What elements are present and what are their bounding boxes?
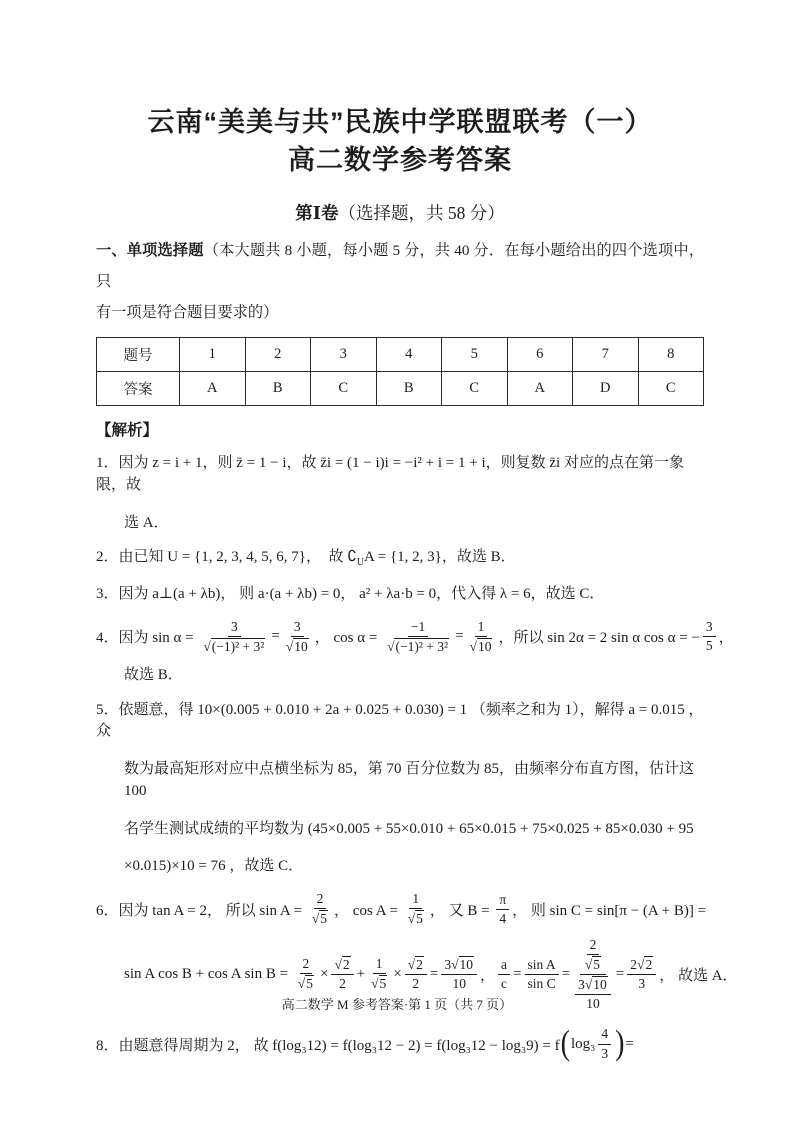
solution-text: ， xyxy=(718,630,734,647)
fraction: 3 √ 10 xyxy=(285,618,308,654)
solution-text: ， 则 sin C = sin[π − (A + B)] = xyxy=(512,902,707,919)
solution-line xyxy=(96,700,704,744)
equals-sign: = xyxy=(625,1035,634,1052)
fraction: 2 √ 5 xyxy=(584,936,601,972)
solution-line: 数为最高矩形对应中点横坐标为 85，第 70 百分位数为 85，由频率分布直方图，估计这 100 xyxy=(124,761,698,799)
fraction: 2 √ 5 xyxy=(297,956,313,992)
solution-text: 依题意，得 10×(0.005 + 0.010 + 2a + 0.025 + 0.030) = 1 （频率之和为 1），解得 a = 0.015 ，众 xyxy=(96,701,704,740)
radical-sign: √ xyxy=(203,638,211,654)
table-header-answer: 答案 xyxy=(97,372,180,406)
table-cell: 6 xyxy=(507,338,573,372)
solution-text: ，所以 sin 2α = 2 sin α cos α = − xyxy=(498,630,700,647)
page-subtitle: 高二数学参考答案 xyxy=(288,144,512,175)
fraction: 3 √ 10 10 xyxy=(575,976,611,1012)
table-cell: 8 xyxy=(638,338,704,372)
item-number: 6． xyxy=(96,902,119,919)
radical-sign: √ xyxy=(387,638,395,654)
fraction: −1 √ (−1)² + 3² xyxy=(387,618,449,654)
equals-sign: = xyxy=(561,965,571,982)
equals-sign: = xyxy=(513,965,522,982)
solution-text: 因为 a⊥(a + λb)， 则 a·(a + λb) = 0， a² + λa·b = 0，代入得 λ = 6，故选 C． xyxy=(118,585,605,602)
solution-line xyxy=(96,547,704,571)
fraction: $\frac{3}{5}$ xyxy=(703,619,716,654)
radical-sign: √ xyxy=(407,957,416,973)
radical-sign: √ xyxy=(469,638,477,654)
table-cell: D xyxy=(573,372,639,406)
radical-sign: √ xyxy=(451,957,459,973)
radical-sign: √ xyxy=(334,957,342,973)
section-heading-volume: 第Ⅰ卷 xyxy=(295,202,339,223)
item-number: 5． xyxy=(96,701,119,718)
table-cell: C xyxy=(442,372,508,406)
analysis-label: 【解析】 xyxy=(96,422,159,440)
solution-text: 由题意得周期为 2， 故 f(log₃12) = f(log₃12 − 2) = f(log₃12 − log₃9) = f xyxy=(118,1037,560,1054)
radical-sign: √ xyxy=(584,976,593,992)
solution-formula-line xyxy=(96,618,734,655)
times-sign: × xyxy=(393,965,402,982)
item-number: 4． xyxy=(96,630,119,647)
table-cell: 2 xyxy=(245,338,311,372)
table-cell: B xyxy=(245,372,311,406)
table-cell: 4 xyxy=(376,338,442,372)
instructions-line2: 有一项是符合题目要求的） xyxy=(96,303,279,321)
radical-sign: √ xyxy=(371,976,379,992)
solution-item-1 xyxy=(96,453,704,534)
table-header-question: 题号 xyxy=(97,338,180,372)
item-number: 2． xyxy=(96,549,119,566)
equals-sign: = xyxy=(271,628,280,645)
table-row-question-numbers xyxy=(97,338,704,372)
solution-text: ， 故选 A． xyxy=(659,967,738,984)
solution-item-3 xyxy=(96,584,704,606)
solution-text: 因为 tan A = 2， 所以 sin A = xyxy=(118,902,306,919)
radical-sign: √ xyxy=(285,638,294,654)
solution-line xyxy=(96,453,704,497)
table-cell: 1 xyxy=(180,338,246,372)
fraction: 1 √ 5 xyxy=(371,956,387,992)
solution-line xyxy=(96,584,704,606)
solution-formula-line xyxy=(96,891,707,927)
fraction: 1 √ 5 xyxy=(407,891,423,927)
times-sign: × xyxy=(319,965,329,982)
solution-text: A = {1, 2, 3}，故选 B． xyxy=(364,549,516,566)
instructions xyxy=(96,235,704,328)
solution-text: ， 又 B = xyxy=(429,902,494,919)
answer-table xyxy=(96,337,704,406)
table-cell: 5 xyxy=(442,338,508,372)
item-number: 3． xyxy=(96,585,119,602)
fraction: 2 √ 5 xyxy=(311,891,328,927)
radical-sign: √ xyxy=(297,976,306,992)
table-cell: B xyxy=(376,372,442,406)
radical-sign: √ xyxy=(407,911,416,927)
radical-sign: √ xyxy=(311,911,320,927)
equals-sign: = xyxy=(455,628,464,645)
equals-sign: = xyxy=(615,965,625,982)
item-number: 1． xyxy=(96,455,119,472)
solution-item-4 xyxy=(96,618,734,687)
radical-sign: √ xyxy=(584,956,593,972)
instructions-rest: （本大题共 8 小题，每小题 5 分，共 40 分．在每小题给出的四个选项中，只 xyxy=(96,241,705,290)
big-left-paren: ( xyxy=(560,1023,570,1063)
equals-sign: = xyxy=(429,965,439,982)
big-right-paren: ) xyxy=(615,1023,625,1063)
section-heading xyxy=(96,200,704,225)
item-number: 8． xyxy=(96,1037,119,1054)
instructions-line1 xyxy=(96,235,704,297)
solution-text: log₃ xyxy=(570,1035,596,1052)
table-cell: A xyxy=(507,372,573,406)
solution-text: 由已知 U = {1, 2, 3, 4, 5, 6, 7}， 故 ∁ xyxy=(118,549,357,566)
fraction: 1 √ 10 xyxy=(469,618,492,654)
solution-text: sin A cos B + cos A sin B = xyxy=(124,965,292,982)
table-cell: A xyxy=(180,372,246,406)
solution-text: 因为 z = i + 1，则 z̄ = 1 − i，故 z̄i = (1 − i)i = −i² + i = 1 + i，则复数 z̄i 对应的点在第一象限，故 xyxy=(96,455,684,493)
fraction: $\frac{4}{3}$ xyxy=(598,1026,611,1061)
table-row-answers xyxy=(97,372,704,406)
radical-sign: √ xyxy=(637,957,645,973)
solution-line: 故选 B． xyxy=(124,666,183,683)
fraction: 3 √ 10 10 xyxy=(441,956,477,992)
section-heading-detail: （选择题，共 58 分） xyxy=(338,202,505,223)
plus-sign: + xyxy=(356,965,366,982)
solution-item-5 xyxy=(96,700,704,879)
fraction: $\frac{a}{c}$ xyxy=(498,957,510,992)
complement-subscript: U xyxy=(356,557,364,569)
fraction: √ 2 2 xyxy=(405,956,427,992)
table-cell: 7 xyxy=(573,338,639,372)
solution-line: 名学生测试成绩的平均数为 (45×0.005 + 55×0.010 + 65×0.015 + 75×0.025 + 85×0.030 + 95 xyxy=(124,820,694,837)
table-cell: C xyxy=(311,372,377,406)
page-footer: 高二数学 M 参考答案·第 1 页（共 7 页） xyxy=(281,997,513,1012)
solution-text: 因为 sin α = xyxy=(118,630,198,647)
solution-line: 选 A． xyxy=(124,514,169,531)
fraction: 3 √ (−1)² + 3² xyxy=(203,618,265,654)
fraction: 2 √ 2 3 xyxy=(627,956,656,992)
solution-formula-line xyxy=(96,1023,704,1063)
fraction: $\frac{\text{sin A}}{\text{sin C}}$ xyxy=(525,957,559,992)
fraction: √ 2 2 xyxy=(331,956,353,992)
comma: ， xyxy=(480,967,496,984)
solution-text: ， cos α = xyxy=(314,630,382,647)
fraction: $\frac{\pi}{4}$ xyxy=(496,892,509,927)
solution-item-8 xyxy=(96,1023,704,1063)
solution-text: ， cos A = xyxy=(334,902,402,919)
table-cell: C xyxy=(638,372,704,406)
solution-line: ×0.015)×10 = 76 ，故选 C． xyxy=(124,858,304,875)
table-cell: 3 xyxy=(311,338,377,372)
solution-item-2 xyxy=(96,547,704,571)
page-title: 云南“美美与共”民族中学联盟联考（一） xyxy=(147,107,653,137)
instructions-lead: 一、单项选择题 xyxy=(96,241,204,259)
